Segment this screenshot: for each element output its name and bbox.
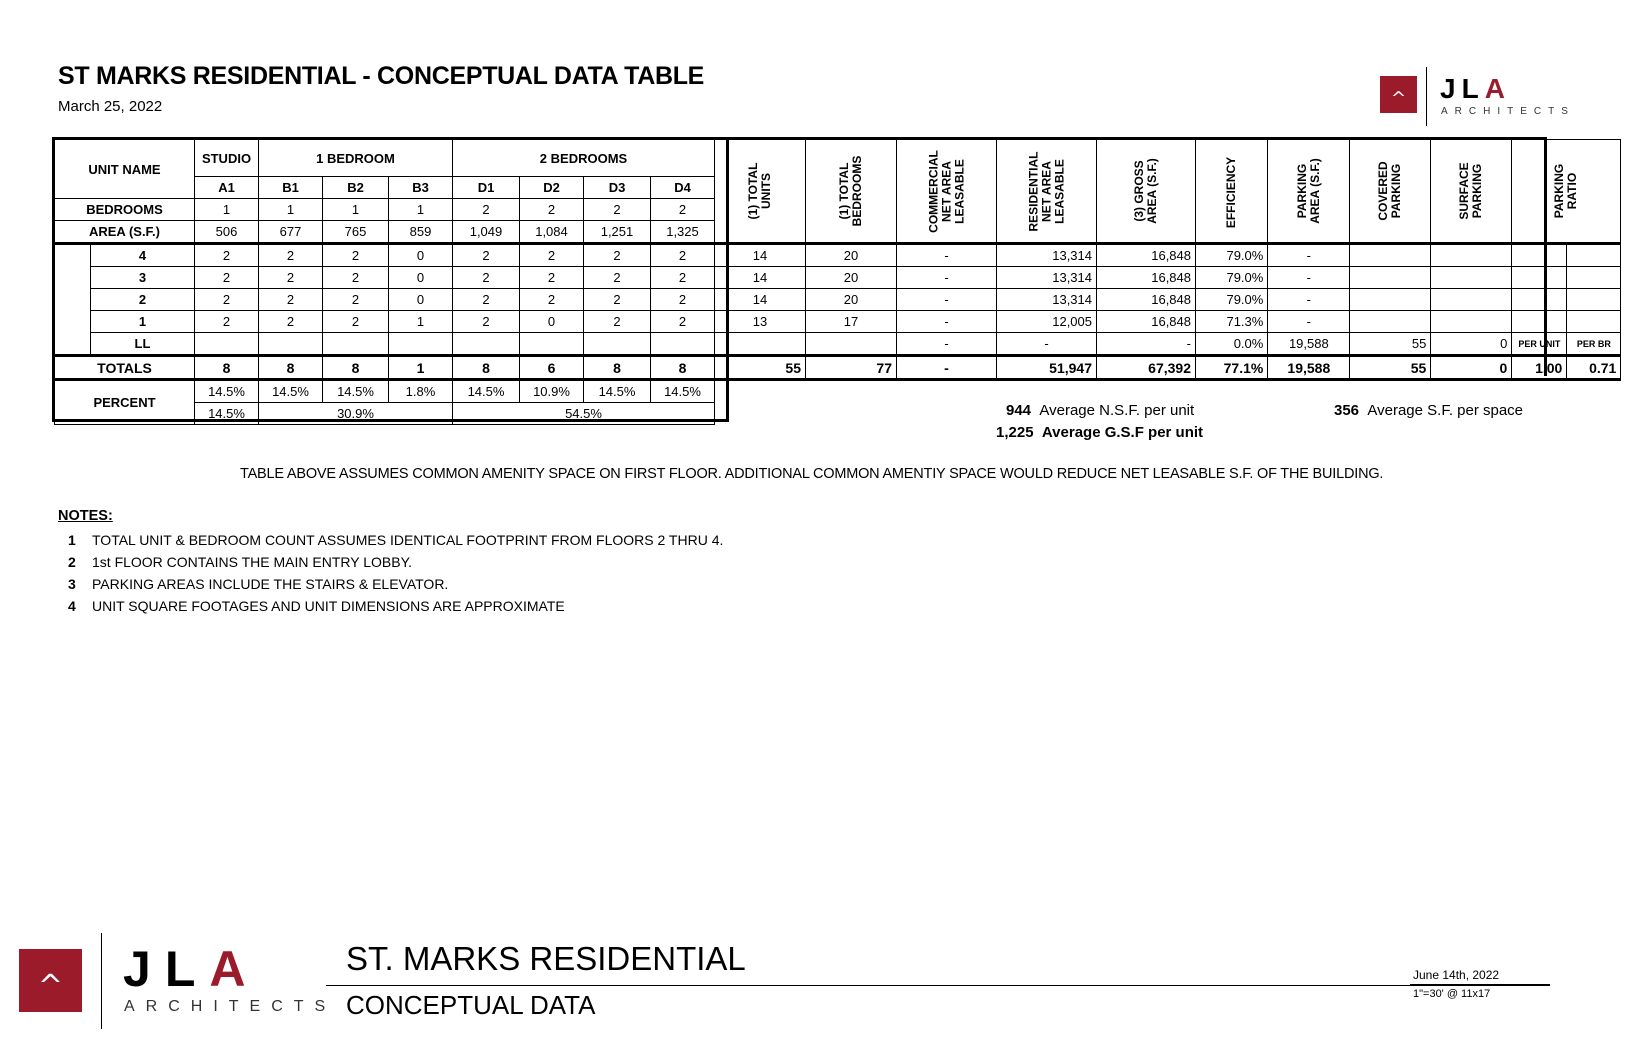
covered-cell [1350, 244, 1431, 267]
residential-cell: 13,314 [997, 244, 1097, 267]
floor-label: 4 [91, 244, 195, 267]
total-commercial: - [897, 356, 997, 380]
unit-count: 2 [584, 311, 651, 333]
per-unit-cell [1512, 267, 1567, 289]
surface-cell [1431, 311, 1512, 333]
total-bedrooms-cell: 20 [806, 244, 897, 267]
unit-count [520, 333, 584, 356]
unit-count [651, 333, 715, 356]
unit-area: 765 [323, 221, 389, 244]
unit-count: 2 [453, 289, 520, 311]
total-bedrooms-header: (1) TOTAL BEDROOMS [806, 140, 897, 244]
bedroom-count: 2 [651, 199, 715, 221]
unit-area: 506 [195, 221, 259, 244]
bedroom-count: 2 [520, 199, 584, 221]
unit-count: 2 [584, 244, 651, 267]
total-gross: 67,392 [1097, 356, 1196, 380]
unit-count: 2 [520, 244, 584, 267]
total-units-header: (1) TOTAL UNITS [715, 140, 806, 244]
footer-scale: 1"=30' @ 11x17 [1413, 988, 1491, 1000]
two-bed-percent: 54.5% [453, 403, 715, 425]
note-item: 4 UNIT SQUARE FOOTAGES AND UNIT DIMENSIONS ARE APPROXIMATE [68, 598, 565, 614]
unit-percent: 14.5% [651, 380, 715, 403]
surface-cell: 0 [1431, 333, 1512, 356]
footer-logo-text: JLA [123, 941, 260, 997]
efficiency-cell: 79.0% [1196, 267, 1268, 289]
unit-count: 2 [259, 311, 323, 333]
ratio-per-br: 0.71 [1567, 356, 1621, 380]
floor-row [55, 267, 1621, 289]
unit-percent: 10.9% [520, 380, 584, 403]
logo-caret: ^ [1390, 88, 1407, 109]
covered-cell [1350, 289, 1431, 311]
footer-date: June 14th, 2022 [1413, 968, 1500, 982]
unit-count: 2 [259, 289, 323, 311]
unit-count: 2 [651, 267, 715, 289]
unit-count: 1 [389, 311, 453, 333]
unit-count: 2 [259, 267, 323, 289]
unit-count: 2 [195, 289, 259, 311]
commercial-cell: - [897, 289, 997, 311]
header-row-1 [55, 140, 1621, 177]
per-unit-cell: PER UNIT [1512, 333, 1567, 356]
unit-count: 0 [389, 289, 453, 311]
parking-ratio-header: PARKING RATIO [1512, 140, 1621, 244]
bedroom-count: 2 [584, 199, 651, 221]
note-item: 2 1st FLOOR CONTAINS THE MAIN ENTRY LOBBY. [68, 554, 413, 570]
unit-code: B3 [389, 177, 453, 199]
unit-code: B2 [323, 177, 389, 199]
unit-count [584, 333, 651, 356]
total-units-cell: 14 [715, 289, 806, 311]
parking-area-cell: - [1268, 289, 1350, 311]
surface-cell [1431, 244, 1512, 267]
footer-logo-caret: ^ [37, 969, 64, 1004]
unit-area: 859 [389, 221, 453, 244]
footer-logo-mark-icon [19, 949, 82, 1012]
total-unit-count: 8 [323, 356, 389, 380]
parking-area-cell: - [1268, 244, 1350, 267]
footer-rule [326, 985, 1550, 986]
total-bedrooms-cell: 20 [806, 289, 897, 311]
footer-logo-divider [101, 933, 102, 1029]
commercial-cell: - [897, 333, 997, 356]
efficiency-cell: 79.0% [1196, 244, 1268, 267]
unit-area: 1,325 [651, 221, 715, 244]
note-item: 3 PARKING AREAS INCLUDE THE STAIRS & ELEVATOR. [68, 576, 449, 592]
residential-header: RESIDENTIAL NET AREA LEASABLE [997, 140, 1097, 244]
bedroom-count: 1 [323, 199, 389, 221]
parking-area-cell: - [1268, 311, 1350, 333]
per-unit-cell [1512, 311, 1567, 333]
notes-heading: NOTES: [58, 508, 113, 524]
gross-cell: 16,848 [1097, 244, 1196, 267]
floor-row [55, 311, 1621, 333]
per-unit-cell [1512, 244, 1567, 267]
floor-label: 2 [91, 289, 195, 311]
per-br-cell [1567, 244, 1621, 267]
total-parking-area: 19,588 [1268, 356, 1350, 380]
unit-code: A1 [195, 177, 259, 199]
covered-cell [1350, 267, 1431, 289]
per-unit-cell [1512, 289, 1567, 311]
total-efficiency: 77.1% [1196, 356, 1268, 380]
residential-cell: 12,005 [997, 311, 1097, 333]
surface-cell [1431, 267, 1512, 289]
residential-cell: 13,314 [997, 267, 1097, 289]
gross-cell: 16,848 [1097, 311, 1196, 333]
total-unit-count: 8 [259, 356, 323, 380]
unit-count: 0 [520, 311, 584, 333]
bedroom-count: 1 [195, 199, 259, 221]
unit-percent: 14.5% [584, 380, 651, 403]
bedroom-count: 1 [259, 199, 323, 221]
covered-cell: 55 [1350, 333, 1431, 356]
avg-space: 356 Average S.F. per space [1334, 402, 1524, 419]
studio-percent: 14.5% [195, 403, 259, 425]
unit-code: D4 [651, 177, 715, 199]
unit-count: 2 [520, 289, 584, 311]
percent-row [55, 380, 1621, 403]
unit-percent: 14.5% [453, 380, 520, 403]
gross-cell: - [1097, 333, 1196, 356]
logo-text: JLA [1440, 73, 1511, 104]
unit-code: D2 [520, 177, 584, 199]
document-date: March 25, 2022 [58, 98, 163, 115]
surface-cell [1431, 289, 1512, 311]
parking-area-cell: - [1268, 267, 1350, 289]
gross-area-header: (3) GROSS AREA (S.F.) [1097, 140, 1196, 244]
unit-count: 2 [453, 311, 520, 333]
commercial-header: COMMERCIAL NET AREA LEASABLE [897, 140, 997, 244]
unit-percent: 14.5% [323, 380, 389, 403]
efficiency-cell: 71.3% [1196, 311, 1268, 333]
unit-count: 2 [584, 267, 651, 289]
avg-nsf: 944 Average N.S.F. per unit [1006, 402, 1195, 419]
per-br-cell [1567, 267, 1621, 289]
unit-count: 2 [195, 267, 259, 289]
total-bedrooms-cell [806, 333, 897, 356]
floor-row [55, 244, 1621, 267]
unit-count: 2 [323, 244, 389, 267]
efficiency-cell: 0.0% [1196, 333, 1268, 356]
logo-mark-icon [1380, 76, 1417, 113]
floor-row [55, 333, 1621, 356]
total-units-cell: 14 [715, 244, 806, 267]
floor-row [55, 289, 1621, 311]
unit-count: 2 [323, 267, 389, 289]
per-br-cell [1567, 289, 1621, 311]
gross-cell: 16,848 [1097, 267, 1196, 289]
unit-count: 2 [323, 311, 389, 333]
unit-count [453, 333, 520, 356]
area-label: AREA (S.F.) [55, 221, 195, 244]
note-item: 1 TOTAL UNIT & BEDROOM COUNT ASSUMES IDENTICAL FOOTPRINT FROM FLOORS 2 THRU 4. [68, 532, 724, 548]
residential-cell: 13,314 [997, 289, 1097, 311]
one-bedroom-header: 1 BEDROOM [259, 140, 453, 177]
unit-count: 2 [259, 244, 323, 267]
totals-row [55, 356, 1621, 380]
unit-area: 1,084 [520, 221, 584, 244]
unit-count: 2 [520, 267, 584, 289]
unit-area: 1,251 [584, 221, 651, 244]
unit-code: B1 [259, 177, 323, 199]
unit-percent: 14.5% [195, 380, 259, 403]
efficiency-cell: 79.0% [1196, 289, 1268, 311]
unit-percent: 1.8% [389, 380, 453, 403]
assumption-note: TABLE ABOVE ASSUMES COMMON AMENITY SPACE ON FIRST FLOOR. ADDITIONAL COMMON AMENTIY SPACE WOULD REDUCE NET LEASABLE S.F. OF THE BUILDING. [240, 466, 1384, 482]
total-unit-count: 8 [584, 356, 651, 380]
bedrooms-label: BEDROOMS [55, 199, 195, 221]
commercial-cell: - [897, 244, 997, 267]
footer-project-title: ST. MARKS RESIDENTIAL [346, 940, 746, 977]
one-bed-percent: 30.9% [259, 403, 453, 425]
commercial-cell: - [897, 267, 997, 289]
unit-code: D1 [453, 177, 520, 199]
unit-area: 1,049 [453, 221, 520, 244]
total-units-cell [715, 333, 806, 356]
surface-parking-header: SURFACE PARKING [1431, 140, 1512, 244]
percent-label: PERCENT [55, 380, 195, 425]
total-residential: 51,947 [997, 356, 1097, 380]
gross-cell: 16,848 [1097, 289, 1196, 311]
unit-area: 677 [259, 221, 323, 244]
floor-spacer [55, 244, 91, 356]
covered-cell [1350, 311, 1431, 333]
grand-total-bedrooms: 77 [806, 356, 897, 380]
grand-total-units: 55 [715, 356, 806, 380]
total-unit-count: 8 [651, 356, 715, 380]
total-units-cell: 13 [715, 311, 806, 333]
unit-count: 2 [651, 289, 715, 311]
totals-label: TOTALS [55, 356, 195, 380]
per-br-cell [1567, 311, 1621, 333]
unit-count: 2 [453, 267, 520, 289]
unit-count [195, 333, 259, 356]
parking-area-header: PARKING AREA (S.F.) [1268, 140, 1350, 244]
studio-header: STUDIO [195, 140, 259, 177]
residential-cell: - [997, 333, 1097, 356]
unit-name-header: UNIT NAME [55, 140, 195, 199]
unit-count [259, 333, 323, 356]
two-bedrooms-header: 2 BEDROOMS [453, 140, 715, 177]
unit-count: 0 [389, 244, 453, 267]
total-surface: 0 [1431, 356, 1512, 380]
floor-label: LL [91, 333, 195, 356]
floor-label: 1 [91, 311, 195, 333]
unit-code: D3 [584, 177, 651, 199]
unit-count [389, 333, 453, 356]
unit-count: 2 [453, 244, 520, 267]
total-unit-count: 8 [195, 356, 259, 380]
total-unit-count: 1 [389, 356, 453, 380]
covered-parking-header: COVERED PARKING [1350, 140, 1431, 244]
footer-date-rule [1410, 984, 1550, 985]
total-bedrooms-cell: 20 [806, 267, 897, 289]
page-title: ST MARKS RESIDENTIAL - CONCEPTUAL DATA TABLE [58, 62, 705, 90]
total-bedrooms-cell: 17 [806, 311, 897, 333]
unit-count: 2 [651, 311, 715, 333]
unit-count: 2 [323, 289, 389, 311]
unit-percent: 14.5% [259, 380, 323, 403]
total-unit-count: 6 [520, 356, 584, 380]
avg-gsf: 1,225 Average G.S.F per unit [996, 424, 1204, 441]
footer-logo-subtitle: ARCHITECTS [124, 998, 337, 1015]
bedroom-count: 1 [389, 199, 453, 221]
unit-count: 2 [651, 244, 715, 267]
unit-count: 2 [195, 244, 259, 267]
unit-count: 0 [389, 267, 453, 289]
parking-area-cell: 19,588 [1268, 333, 1350, 356]
logo-divider [1426, 67, 1427, 126]
bedroom-count: 2 [453, 199, 520, 221]
per-br-cell: PER BR [1567, 333, 1621, 356]
efficiency-header: EFFICIENCY [1196, 140, 1268, 244]
total-covered: 55 [1350, 356, 1431, 380]
data-table [54, 139, 1621, 425]
unit-count: 2 [584, 289, 651, 311]
ratio-per-unit: 1.00 [1512, 356, 1567, 380]
commercial-cell: - [897, 311, 997, 333]
total-unit-count: 8 [453, 356, 520, 380]
unit-count [323, 333, 389, 356]
logo-subtitle: ARCHITECTS [1441, 106, 1575, 117]
footer-sheet-title: CONCEPTUAL DATA [346, 990, 596, 1020]
unit-count: 2 [195, 311, 259, 333]
floor-label: 3 [91, 267, 195, 289]
total-units-cell: 14 [715, 267, 806, 289]
